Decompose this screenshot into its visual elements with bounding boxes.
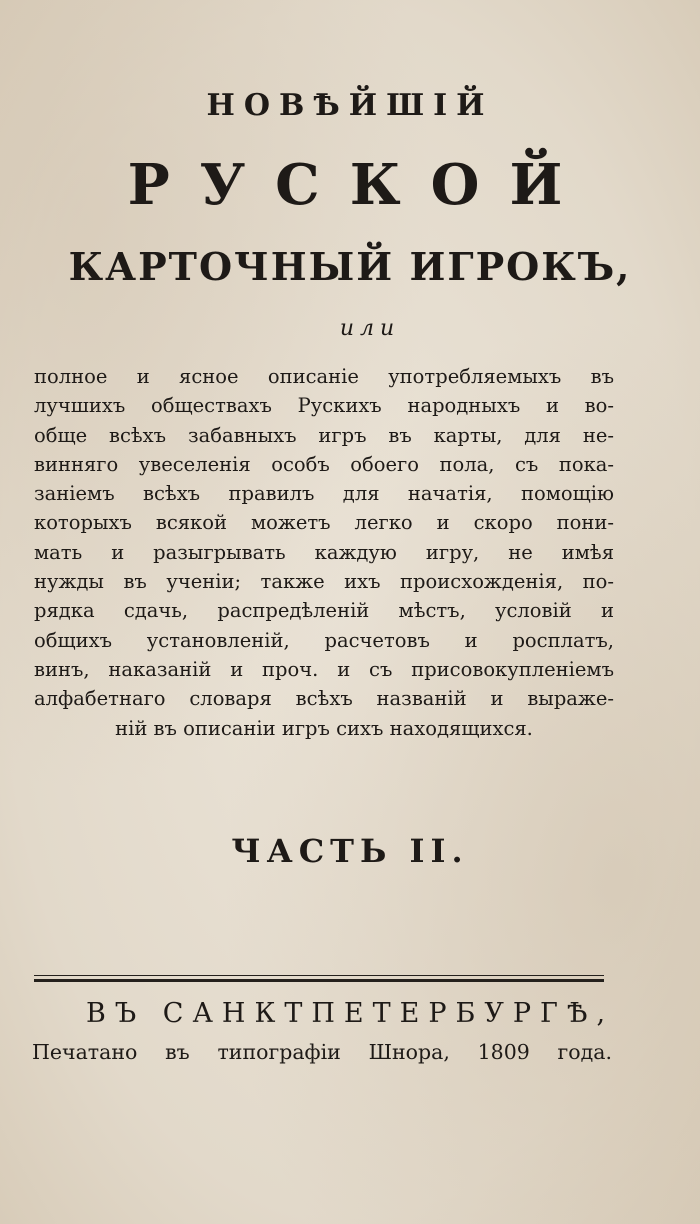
description-line: мать и разыгрывать каждую игру, не имѣя [34, 540, 614, 564]
description-line: винъ, наказаній и проч. и съ присовокупленіемъ [34, 657, 614, 681]
description-line: алфабетнаго словаря всѣхъ названій и выраже- [34, 687, 614, 711]
divider-thin [34, 975, 604, 976]
description-line: полное и ясное описаніе употребляемыхъ въ [34, 365, 614, 388]
title-line-3: КАРТОЧНЫЙ ИГРОКЪ, [68, 244, 632, 289]
description-line: заніемъ всѣхъ правилъ для начатія, помощію [34, 482, 614, 506]
description-line: лучшихъ обществахъ Рускихъ народныхъ и во- [34, 394, 614, 418]
divider-thick [34, 979, 604, 982]
part-number: ЧАСТЬ II. [231, 832, 469, 870]
description-line: общихъ установленій, расчетовъ и росплатъ, [34, 628, 614, 652]
description-line: винняго увеселенія особъ обоего пола, съ пока- [34, 452, 614, 476]
publication-city: ВЪ САНКТПЕТЕРБУРГѢ, [85, 998, 615, 1029]
description-line: ній въ описаніи игръ сихъ находящихся. [115, 716, 533, 740]
conjunction: или [339, 316, 401, 341]
description-line: которыхъ всякой можетъ легко и скоро пони- [34, 511, 614, 535]
title-line-1: НОВѢЙШІЙ [206, 88, 494, 123]
description-line: рядка сдачь, распредѣленій мѣстъ, условій и [34, 599, 614, 623]
imprint-line: Печатано въ типографіи Шнора, 1809 года. [32, 1040, 612, 1064]
description-line: обще всѣхъ забавныхъ игръ въ карты, для не- [34, 423, 614, 447]
title-line-2: РУСКОЙ [127, 152, 593, 218]
description-block [34, 362, 614, 743]
description-line: нужды въ ученіи; также ихъ происхожденія, по- [34, 570, 614, 594]
